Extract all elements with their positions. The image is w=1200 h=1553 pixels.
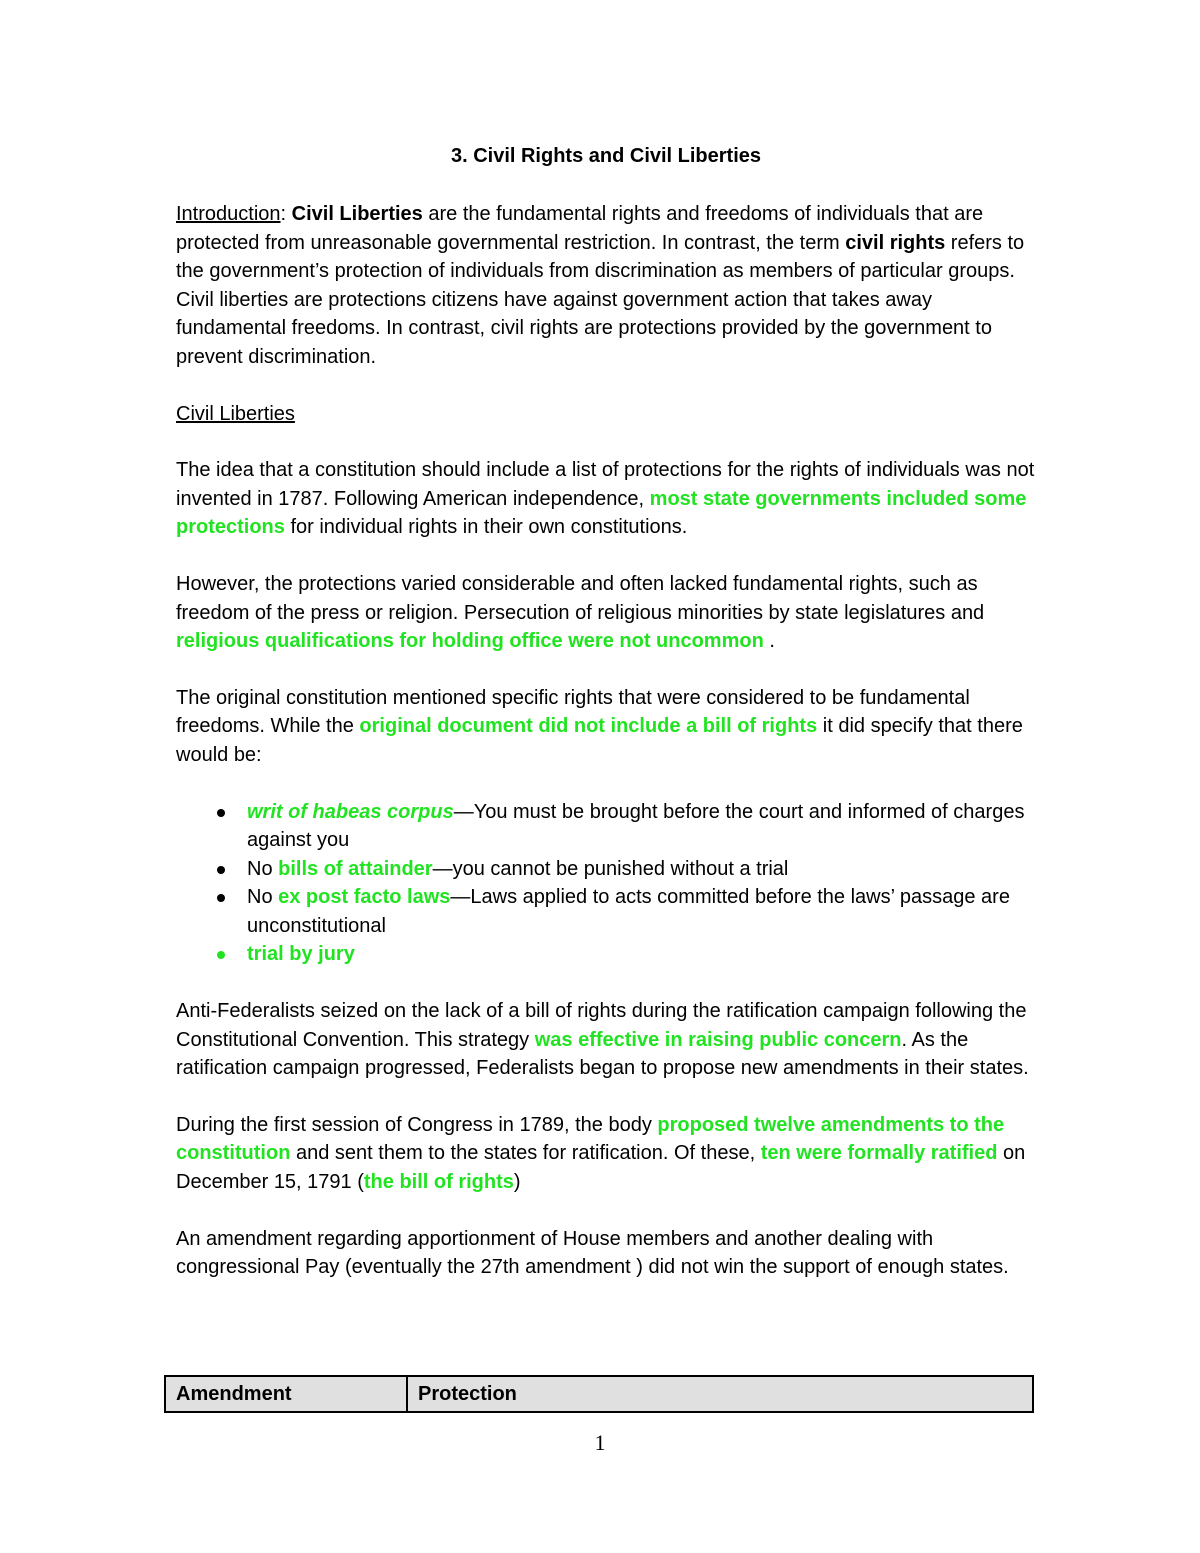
p2-text-a: However, the protections varied considerable and often lacked fundamental rights, such as freedom of the press or religion. Persecution of religious minorities by state legislatures and bbox=[176, 572, 985, 624]
intro-term-civil-rights: civil rights bbox=[845, 231, 946, 254]
paragraph-protections-varied bbox=[176, 570, 1036, 656]
paragraph-state-protections bbox=[176, 456, 1036, 542]
p3-highlight: original document did not include a bill of rights bbox=[359, 715, 818, 738]
amendments-table bbox=[164, 1375, 1034, 1413]
p4-text-b: . As the ratification campaign progressed, Federalists began to propose new amendments in their states. bbox=[176, 1028, 1029, 1080]
bullet-highlight: trial by jury bbox=[247, 943, 355, 966]
p5-highlight-1: proposed twelve amendments to the constitution bbox=[176, 1113, 1005, 1165]
paragraph-apportionment: An amendment regarding apportionment of House members and another dealing with congressional Pay (eventually the 27th amendment ) did not win the support of enough states. bbox=[176, 1227, 1009, 1279]
rights-list bbox=[176, 798, 1036, 970]
bullet-icon bbox=[217, 809, 225, 817]
bullet-post: —Laws applied to acts committed before the laws’ passage are unconstitutional bbox=[247, 886, 1010, 937]
paragraph-first-congress bbox=[176, 1111, 1036, 1197]
bullet-icon bbox=[217, 866, 225, 874]
p5-text-c: on December 15, 1791 ( bbox=[176, 1142, 1026, 1194]
bullet-highlight: ex post facto laws bbox=[278, 886, 451, 909]
section-heading bbox=[176, 400, 1036, 429]
p5-text-b: and sent them to the states for ratification. Of these, bbox=[290, 1142, 761, 1165]
intro-paragraph bbox=[176, 200, 1036, 372]
p3-text-b: it did specify that there would be: bbox=[176, 715, 1023, 766]
list-item bbox=[247, 855, 1036, 884]
bullet-highlight: writ of habeas corpus bbox=[247, 800, 454, 823]
intro-label: Introduction bbox=[176, 203, 281, 225]
bullet-icon bbox=[217, 951, 225, 959]
list-item bbox=[247, 798, 1036, 855]
p5-text-a: During the first session of Congress in 1789, the body bbox=[176, 1113, 658, 1136]
p5-highlight-2: ten were formally ratified bbox=[760, 1142, 998, 1165]
column-header-amendment: Amendment bbox=[165, 1376, 407, 1412]
bullet-pre: No bbox=[247, 886, 279, 909]
p2-highlight: religious qualifications for holding office were not uncommon bbox=[176, 630, 764, 653]
bullet-icon bbox=[217, 894, 225, 902]
page-number: 1 bbox=[594, 1430, 606, 1455]
intro-colon: : bbox=[280, 203, 287, 225]
p3-text-a: The original constitution mentioned specific rights that were considered to be fundamental freedoms. While the bbox=[176, 686, 970, 738]
bullet-post: —you cannot be punished without a trial bbox=[432, 857, 789, 880]
p2-text-b: . bbox=[763, 630, 775, 653]
column-header-protection: Protection bbox=[407, 1376, 1033, 1412]
p4-text-a: Anti-Federalists seized on the lack of a bill of rights during the ratification campaign following the Constitutional Convention. This strategy bbox=[176, 1000, 1027, 1051]
paragraph-anti-federalists bbox=[176, 997, 1036, 1083]
intro-text-1: are the fundamental rights and freedoms of individuals that are protected from unreasonable governmental restriction. In contrast, the term bbox=[176, 203, 984, 254]
page-title: 3. Civil Rights and Civil Liberties bbox=[450, 145, 762, 167]
page-content bbox=[176, 142, 1036, 1310]
paragraph-original-constitution bbox=[176, 684, 1036, 770]
intro-term-civil-liberties: Civil Liberties bbox=[291, 203, 423, 225]
p1-highlight: most state governments included some protections bbox=[176, 487, 1027, 539]
p1-text-b: for individual rights in their own constitutions. bbox=[284, 516, 688, 539]
p4-highlight: was effective in raising public concern bbox=[534, 1028, 902, 1051]
list-item bbox=[247, 940, 1036, 969]
p1-text-a: The idea that a constitution should include a list of protections for the rights of individuals was not invented in 1787. Following American independence, bbox=[176, 459, 1035, 510]
section-heading-text: Civil Liberties bbox=[176, 402, 295, 425]
list-item bbox=[247, 883, 1036, 940]
p5-highlight-3: the bill of rights bbox=[363, 1171, 514, 1194]
bullet-post: —You must be brought before the court and informed of charges against you bbox=[247, 800, 1025, 852]
bullet-highlight: bills of attainder bbox=[278, 857, 433, 880]
bullet-pre: No bbox=[247, 857, 279, 880]
table-header-row bbox=[165, 1376, 1033, 1412]
p5-text-d: ) bbox=[513, 1171, 521, 1194]
intro-text-2: refers to the government’s protection of individuals from discrimination as members of particular groups. Civil liberties are protections citizens have against government action that takes away fundamental freedoms. In contrast, civil rights are protections provided by the government to prevent discrimination. bbox=[176, 231, 1025, 368]
